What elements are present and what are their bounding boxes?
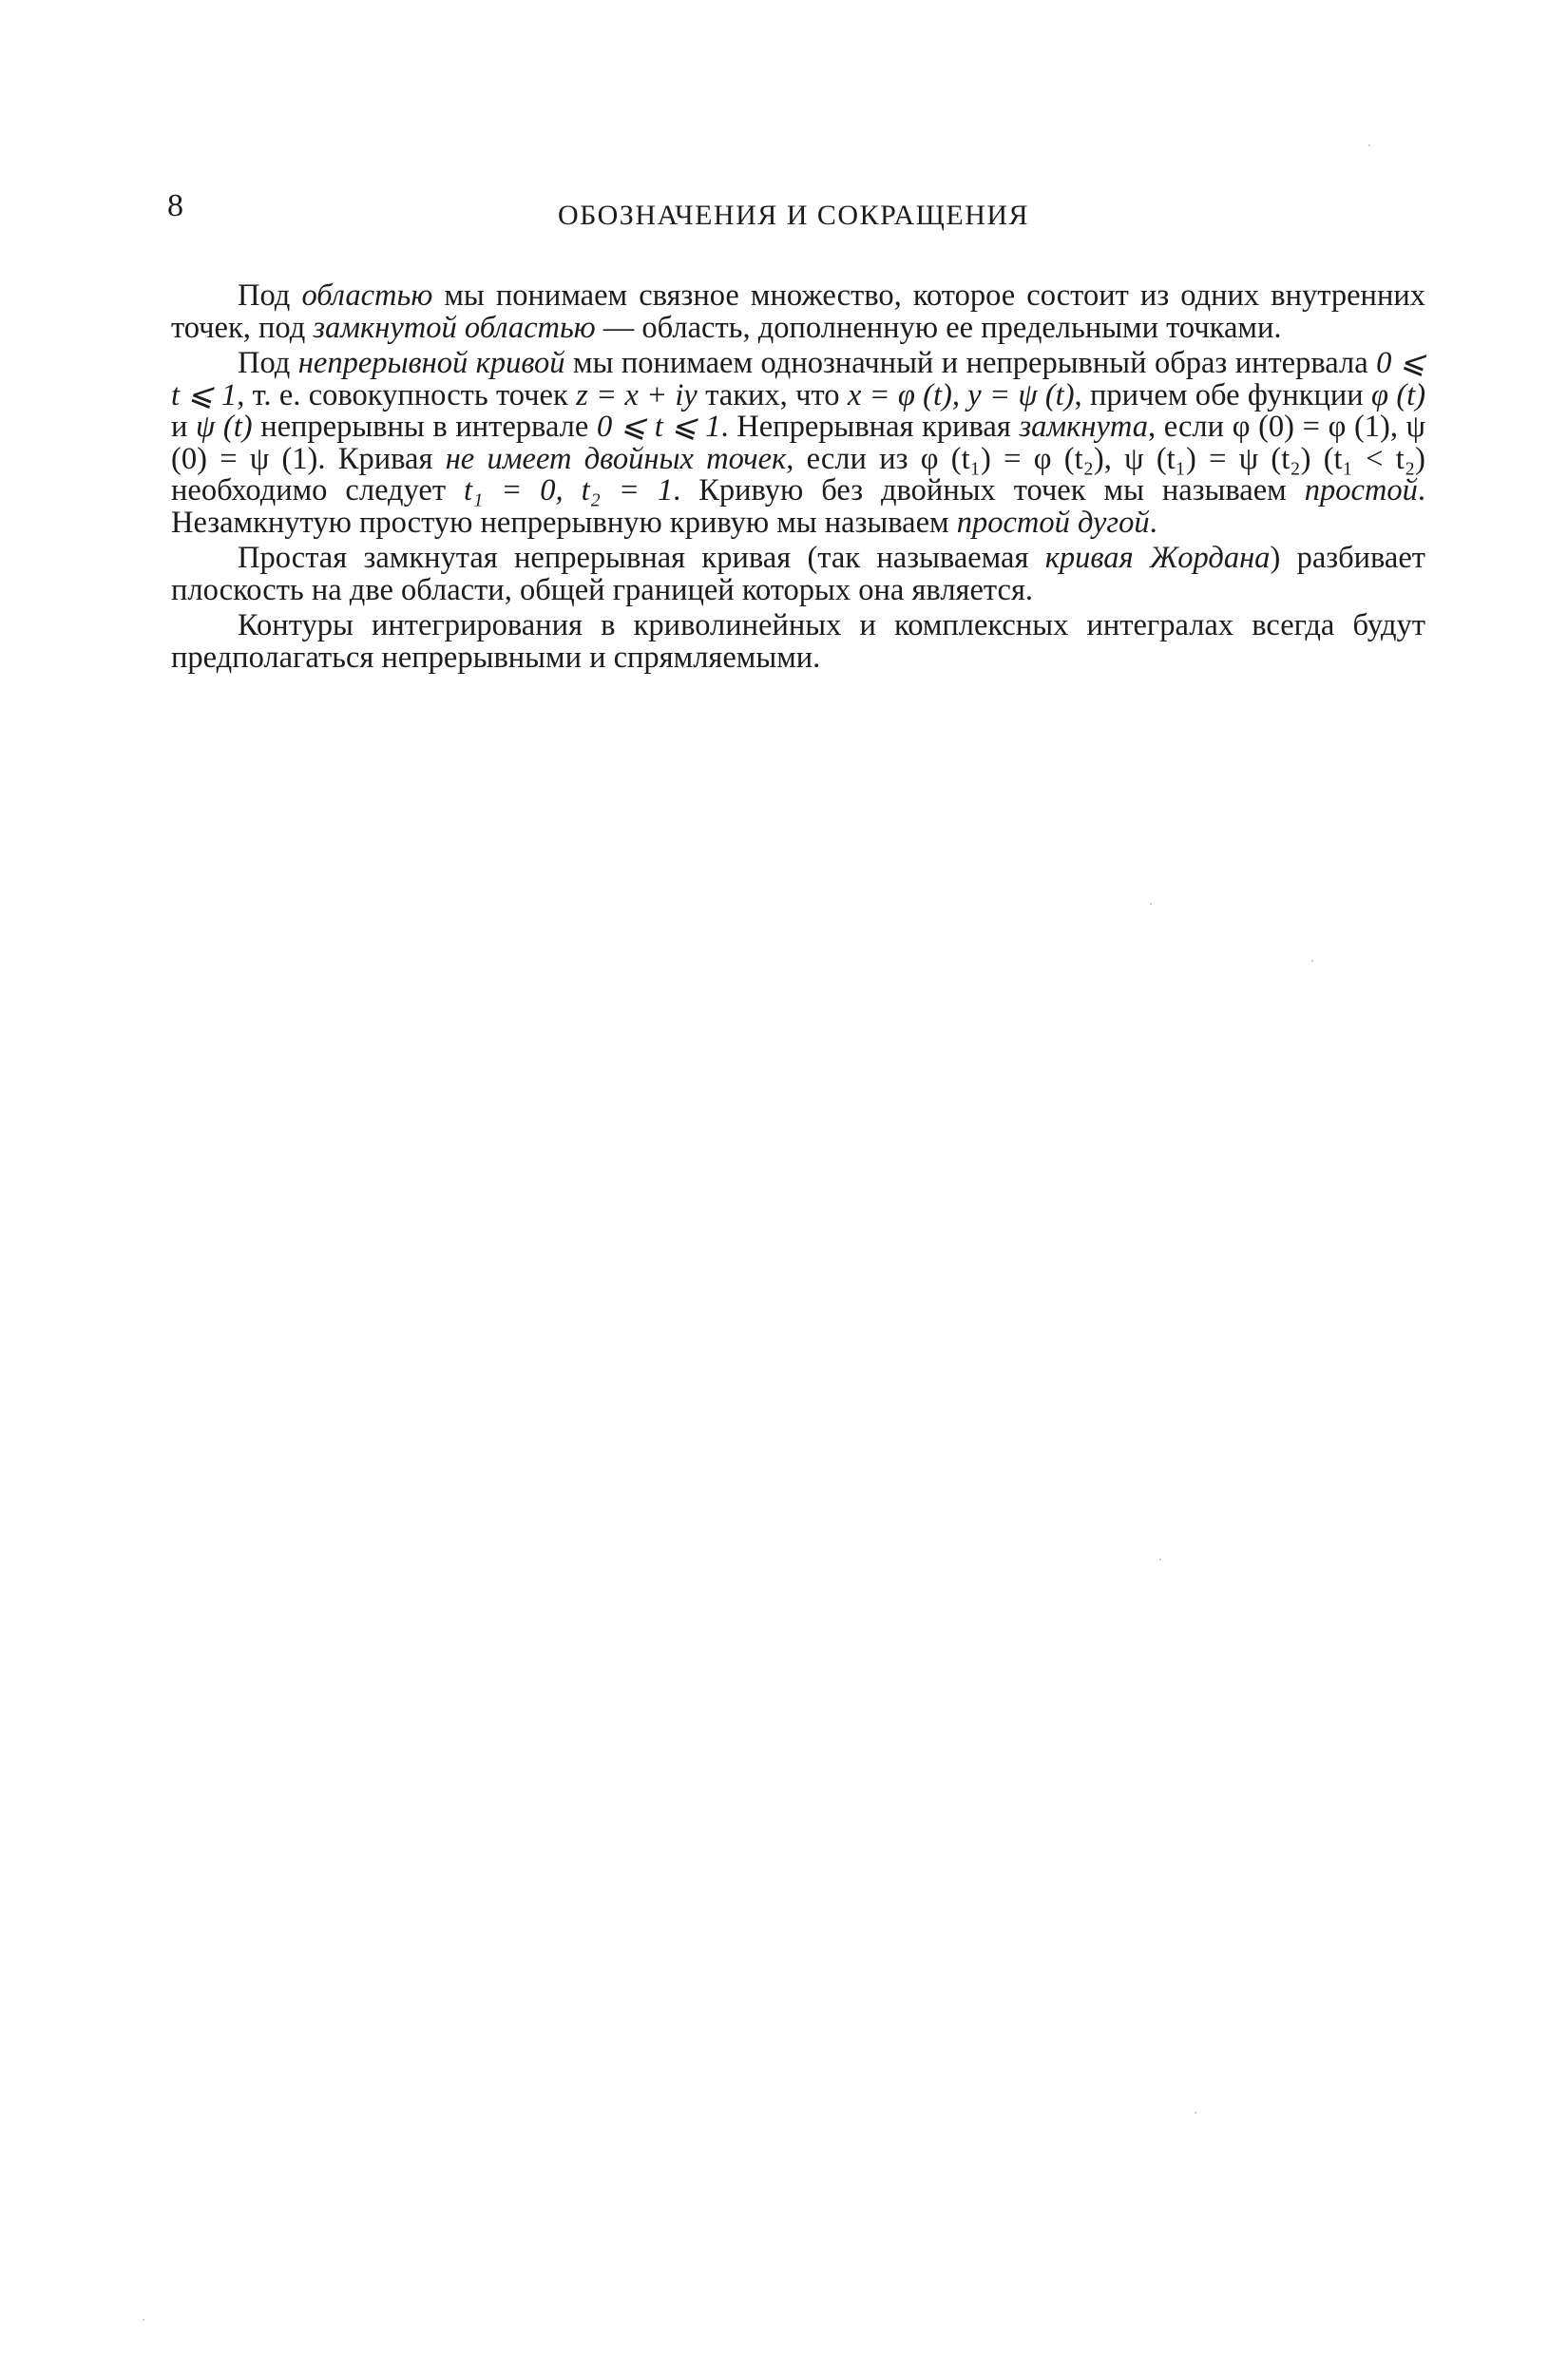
emphasis-term: непрерывной кривой xyxy=(297,346,565,380)
formula: 0 ⩽ t ⩽ 1 xyxy=(596,410,721,444)
text-run: , причем обе функции xyxy=(1074,377,1372,412)
text-run: ) разбивает плоскость на две области, общей границей которых она является. xyxy=(171,541,1425,607)
text-run: , т. е. совокупность точек xyxy=(237,377,577,412)
formula: z = x + iy xyxy=(576,377,698,412)
text-run: . Непрерывная кривая xyxy=(720,410,1020,444)
emphasis-term: кривая Жордана xyxy=(1044,541,1271,575)
scan-speck xyxy=(1150,903,1152,905)
paragraph-curve-definition xyxy=(171,348,1425,539)
text-run: , если из xyxy=(786,441,921,476)
emphasis-term: простой xyxy=(1304,473,1418,507)
text-run: . Кривую без двойных точек мы называем xyxy=(673,473,1305,507)
scan-speck xyxy=(1368,144,1370,146)
formula: x = φ (t), y = ψ (t) xyxy=(847,377,1075,412)
formula: 0 ⩽ t ⩽ 1 xyxy=(171,346,1426,412)
emphasis-term: простой дугой xyxy=(956,505,1150,540)
text-run: Под xyxy=(238,278,302,313)
scan-speck xyxy=(143,2319,144,2321)
emphasis-term: замкнутой областью xyxy=(313,310,596,345)
text-run: — область, дополненную ее предельными точками. xyxy=(595,310,1282,345)
text-run: и xyxy=(171,410,197,444)
text-run: необходимо следует xyxy=(171,473,465,507)
text-run: . Кривая xyxy=(317,441,446,476)
text-run: , если xyxy=(1148,410,1233,444)
formula: t₁ = 0, t₂ = 1 xyxy=(464,473,674,507)
formula: ψ (t) xyxy=(196,410,253,444)
text-run: . xyxy=(1149,505,1157,540)
paragraph-region-definition xyxy=(171,280,1425,344)
text-run: непрерывны в интервале xyxy=(252,410,597,444)
formula: φ (t) xyxy=(1371,377,1426,412)
scan-speck xyxy=(1195,2112,1196,2114)
text-run: мы понимаем однозначный и непрерывный образ интервала xyxy=(564,346,1377,380)
scan-speck xyxy=(1311,960,1313,962)
formula: φ (0) = φ (1), ψ (0) = ψ (1) xyxy=(171,410,1425,476)
emphasis-term: областью xyxy=(301,278,433,313)
paragraph-integration-contours xyxy=(171,610,1425,674)
text-run: Простая замкнутая непрерывная кривая (так называемая xyxy=(238,541,1045,575)
emphasis-term: замкнута xyxy=(1019,410,1148,444)
emphasis-term: не имеет двойных точек xyxy=(445,441,787,476)
scan-speck xyxy=(1159,1559,1161,1560)
formula: φ (t₁) = φ (t₂), ψ (t₁) = ψ (t₂) (t₁ < t₂) xyxy=(920,441,1425,476)
text-run: Контуры интегрирования в криволинейных и комплексных интегралах всегда будут предполагаться непрерывными и спрямляемыми. xyxy=(171,608,1425,675)
text-run: таких, что xyxy=(697,377,848,412)
paragraph-jordan-curve xyxy=(171,543,1425,606)
page-number: 8 xyxy=(167,188,183,223)
running-head: ОБОЗНАЧЕНИЯ И СОКРАЩЕНИЯ xyxy=(557,200,1030,231)
text-run: . Незамкнутую простую непрерывную кривую мы называем xyxy=(171,473,1425,540)
body-text xyxy=(171,280,1425,678)
text-run: Под xyxy=(238,346,298,380)
text-run: мы понимаем связное множество, которое состоит из одних внутренних точек, под xyxy=(171,278,1425,345)
